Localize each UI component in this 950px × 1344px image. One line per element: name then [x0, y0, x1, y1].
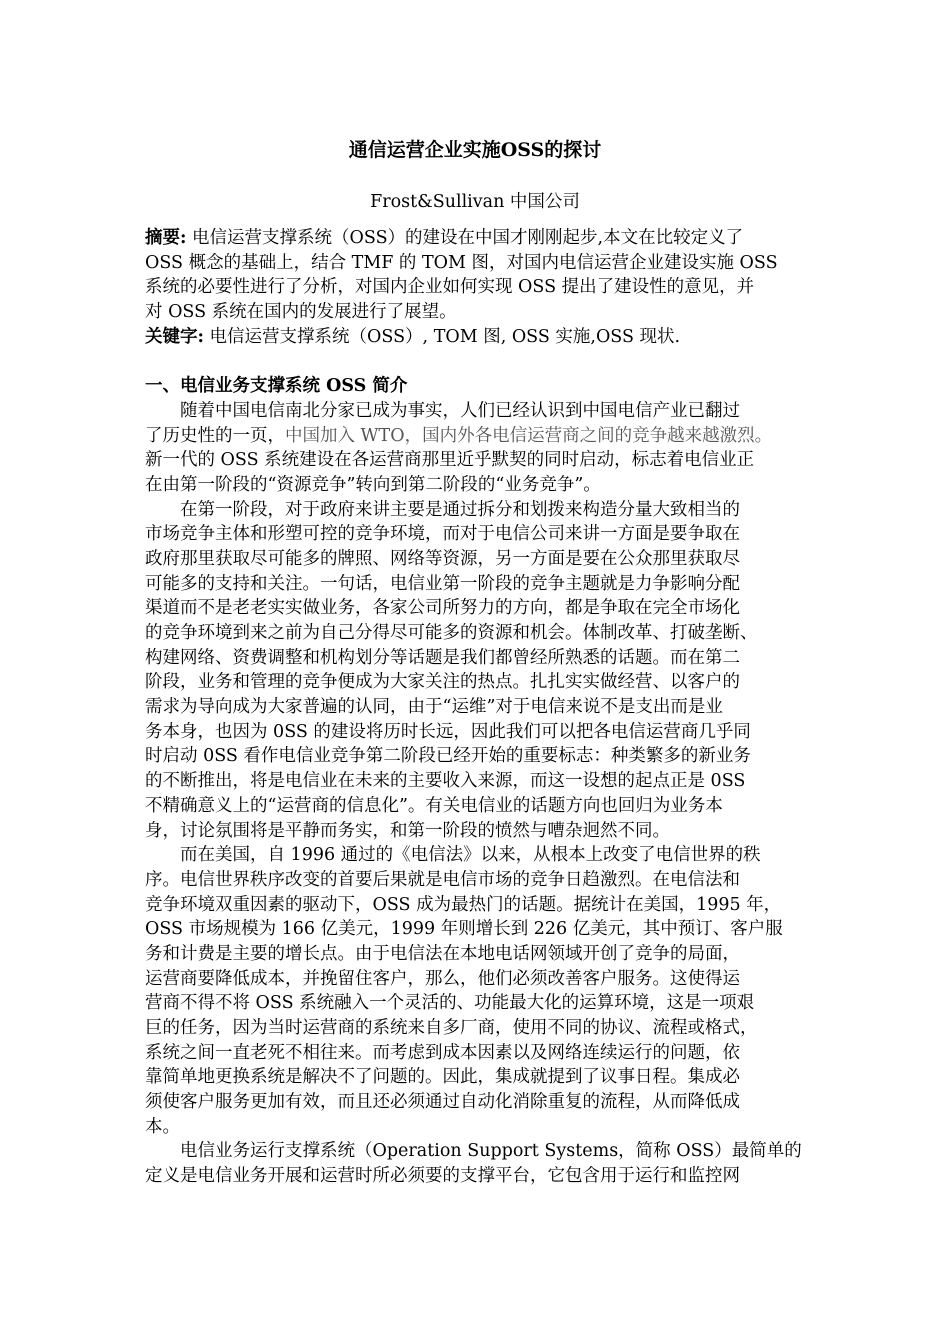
- spacer: [145, 349, 810, 374]
- paragraph-line: 政府那里获取尽可能多的牌照、网络等资源，另一方面是要在公众那里获取尽: [145, 548, 740, 569]
- paragraph-line: 的不断推出，将是电信业在未来的主要收入来源，而这一设想的起点正是 0SS: [145, 771, 746, 792]
- paragraph-line: 须使客户服务更加有效，而且还必须通过自动化消除重复的流程，从而降低成: [145, 1092, 740, 1113]
- paragraph-line: 营商不得不将 OSS 系统融入一个灵活的、功能最大化的运算环境，这是一项艰: [145, 993, 755, 1014]
- document-title: 通信运营企业实施OSS的探讨: [348, 139, 602, 161]
- paragraph-line: 定义是电信业务开展和运营时所必须要的支撑平台，它包含用于运行和监控网: [145, 1166, 740, 1187]
- abstract-line: OSS 概念的基础上，结合 TMF 的 TOM 图，对国内电信运营企业建设实施 OSS: [145, 252, 778, 273]
- paragraph-line: 巨的任务，因为当时运营商的系统来自多厂商，使用不同的协议、流程或格式，: [145, 1018, 758, 1038]
- paragraph-line: 的竞争环境到来之前为自己分得尽可能多的资源和机会。体制改革、打破垄断、: [145, 623, 758, 643]
- keywords-text: 电信运营支撑系统（OSS）, TOM 图, OSS 实施,OSS 现状.: [209, 326, 681, 347]
- abstract-label: 摘要:: [145, 228, 187, 248]
- paragraph-line: 构建网络、资费调整和机构划分等话题是我们都曾经所熟悉的话题。而在第二: [145, 647, 740, 668]
- paragraph-line: 新一代的 OSS 系统建设在各运营商那里近乎默契的同时启动，标志着电信业正: [145, 450, 755, 471]
- paragraph-line: 靠简单地更换系统是解决不了问题的。因此，集成就提到了议事日程。集成必: [145, 1067, 740, 1088]
- abstract-text: 电信运营支撑系统（OSS）的建设在中国才刚刚起步,本文在比较定义了: [192, 228, 744, 248]
- paragraph-gray-text: 中国加入 WTO，国内外各电信运营商之间的竞争越来越激烈。: [285, 425, 773, 446]
- paragraph-line: 阶段，业务和管理的竞争便成为大家关注的热点。扎扎实实做经营、以客户的: [145, 672, 740, 693]
- paragraph-line: 时启动 0SS 看作电信业竞争第二阶段已经开始的重要标志：种类繁多的新业务: [145, 746, 751, 767]
- paragraph-line: 在第一阶段，对于政府来讲主要是通过拆分和划拨来构造分量大致相当的: [180, 499, 740, 520]
- abstract-line: [145, 226, 810, 251]
- keywords-line: [145, 325, 810, 350]
- paragraph-line: 不精确意义上的“运营商的信息化”。有关电信业的话题方向也回归为业务本: [145, 795, 723, 816]
- paragraph-line: 序。电信世界秩序改变的首要后果就是电信市场的竞争日趋激烈。在电信法和: [145, 869, 740, 890]
- paragraph-line: 务和计费是主要的增长点。由于电信法在本地电话网领域开创了竞争的局面，: [145, 943, 740, 964]
- document-body: [145, 226, 810, 1189]
- paragraph-line: 竞争环境双重因素的驱动下，OSS 成为最热门的话题。据统计在美国，1995 年，: [145, 894, 782, 915]
- abstract-line: 对 OSS 系统在国内的发展进行了展望。: [145, 302, 457, 323]
- paragraph-line: 而在美国，自 1996 通过的《电信法》以来，从根本上改变了电信世界的秩: [180, 845, 761, 866]
- paragraph-line: 随着中国电信南北分家已成为事实，人们已经认识到中国电信产业已翻过: [180, 400, 740, 421]
- paragraph-line: 需求为导向成为大家普遍的认同，由于“运维”对于电信来说不是支出而是业: [145, 697, 723, 718]
- paragraph-line: 务本身，也因为 0SS 的建设将历时长远，因此我们可以把各电信运营商几乎同: [145, 721, 751, 742]
- document-author: Frost&Sullivan 中国公司: [370, 192, 580, 212]
- paragraph-line: 系统之间一直老死不相往来。而考虑到成本因素以及网络连续运行的问题，依: [145, 1042, 740, 1063]
- paragraph-line: [145, 424, 810, 449]
- paragraph-line: OSS 市场规模为 166 亿美元，1999 年则增长到 226 亿美元，其中预订、客户服: [145, 919, 783, 940]
- paragraph-line: 市场竞争主体和形塑可控的竞争环境，而对于电信公司来讲一方面是要争取在: [145, 524, 740, 545]
- paragraph-text: 了历史性的一页，: [145, 425, 285, 446]
- paragraph-line: 可能多的支持和关注。一句话，电信业第一阶段的竞争主题就是力争影响分配: [145, 573, 740, 594]
- paragraph-line: 在由第一阶段的“资源竞争”转向到第二阶段的“业务竞争”。: [145, 474, 601, 495]
- keywords-label: 关键字:: [145, 326, 204, 347]
- paragraph-line: 电信业务运行支撑系统（Operation Support Systems，简称 OSS）最简单的: [180, 1141, 802, 1162]
- paragraph-line: 身，讨论氛围将是平静而务实，和第一阶段的愤然与嘈杂迥然不同。: [145, 820, 670, 841]
- paragraph-line: 运营商要降低成本，并挽留住客户，那么，他们必须改善客户服务。这使得运: [145, 968, 740, 989]
- paragraph-line: 渠道而不是老老实实做业务，各家公司所努力的方向，都是争取在完全市场化: [145, 598, 740, 619]
- abstract-line: 系统的必要性进行了分析，对国内企业如何实现 OSS 提出了建设性的意见，并: [145, 277, 755, 298]
- section-heading: 一、电信业务支撑系统 OSS 简介: [145, 376, 408, 397]
- paragraph-line: 本。: [145, 1116, 180, 1137]
